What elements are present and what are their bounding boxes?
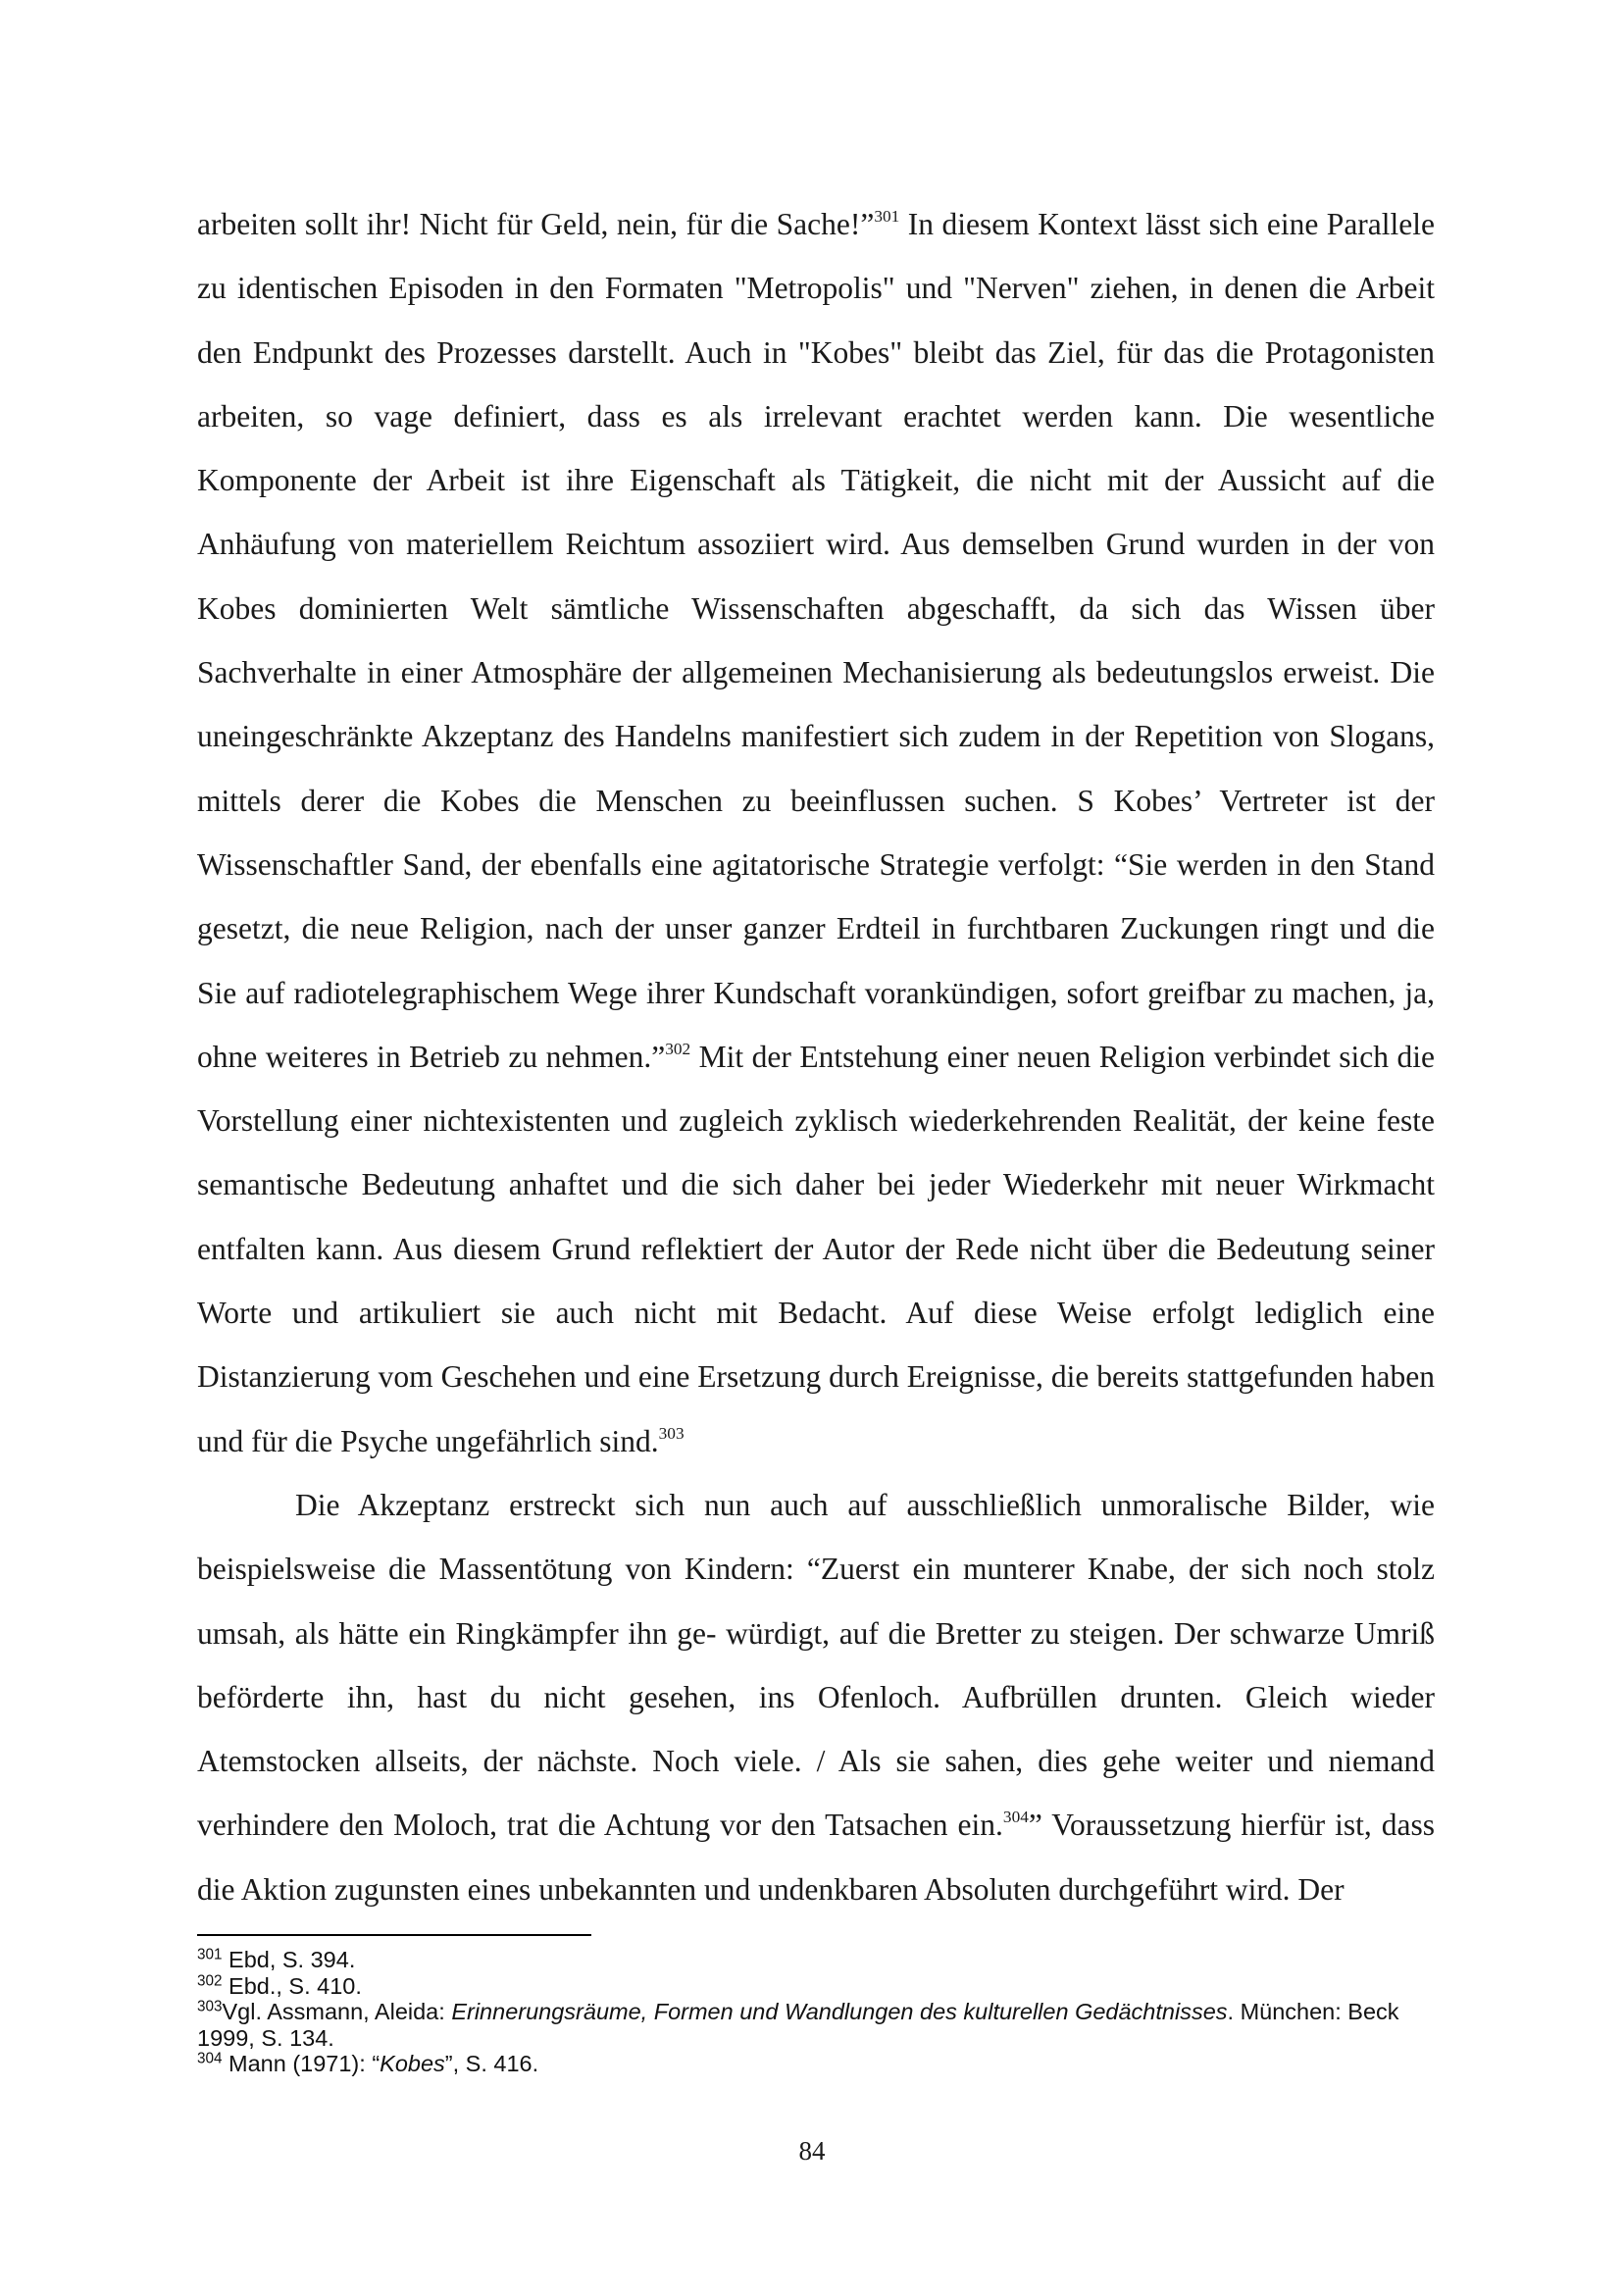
- footnote-304: $^{304}$ Mann (1971): “Kobes”, S. 416.: [197, 2050, 539, 2076]
- footnote-302: $^{302}$ Ebd., S. 410.: [197, 1972, 362, 1999]
- footnote-ref-303[interactable]: 303: [658, 1423, 685, 1443]
- footnote-303: $^{303}$Vgl. Assmann, Aleida: Erinnerungsräume, Formen und Wandlungen des kulturellen Gedächtnisses. München: Beck 1999, S. 134.: [197, 1998, 1399, 2051]
- footnote-number: 303: [197, 1998, 223, 2015]
- footnote-separator: [197, 1934, 591, 1936]
- footnote-number: 301: [197, 1946, 223, 1963]
- paragraph-1: arbeiten sollt ihr! Nicht für Geld, nein, für die Sache!”$^{301}$ In diesem Kontext lässt sich eine Parallele zu identischen Episoden in den Formaten "Metropolis" und "Nerven" ziehen, in denen die Arbeit den Endpunkt des Prozesses darstellt. Auch in "Kobes" bleibt das Ziel, für das die Protagonisten arbeiten, so vage definiert, dass es als irrelevant erachtet werden kann. Die wesentliche Komponente der Arbeit ist ihre Eigenschaft als Tätigkeit, die nicht mit der Aussicht auf die Anhäufung von materiellem Reichtum assoziiert wird. Aus demselben Grund wurden in der von Kobes dominierten Welt sämtliche Wissenschaften abgeschafft, da sich das Wissen über Sachverhalte in einer Atmosphäre der allgemeinen Mechanisierung als bedeutungslos erweist. Die uneingeschränkte Akzeptanz des Handelns manifestiert sich zudem in der Repetition von Slogans, mittels derer die Kobes die Menschen zu beeinflussen suchen. S Kobes’ Vertreter ist der Wissenschaftler Sand, der ebenfalls eine agitatorische Strategie verfolgt: “Sie werden in den Stand gesetzt, die neue Religion, nach der unser ganzer Erdteil in furchtbaren Zuckungen ringt und die Sie auf radiotelegraphischem Wege ihrer Kundschaft vorankündigen, sofort greifbar zu machen, ja, ohne weiteres in Betrieb zu nehmen.”$^{302}$ Mit der Entstehung einer neuen Religion verbindet sich die Vorstellung einer nichtexistenten und zugleich zyklisch wiederkehrenden Realität, der keine feste semantische Bedeutung anhaftet und die sich daher bei jeder Wiederkehr mit neuer Wirkmacht entfalten kann. Aus diesem Grund reflektiert der Autor der Rede nicht über die Bedeutung seiner Worte und artikuliert sie auch nicht mit Bedacht. Auf diese Weise erfolgt lediglich eine Distanzierung vom Geschehen und eine Ersetzung durch Ereignisse, die bereits stattgefunden haben und für die Psyche ungefährlich sind.$^{303}$: [197, 207, 1435, 1458]
- footnote-number: 304: [197, 2050, 223, 2067]
- footnote-number: 302: [197, 1972, 223, 1990]
- body-text: [197, 192, 1435, 1921]
- page-number: 84: [798, 2136, 826, 2166]
- footnote-ref-302[interactable]: 302: [665, 1039, 691, 1058]
- paragraph-2: Die Akzeptanz erstreckt sich nun auch auf ausschließlich unmoralische Bilder, wie beispielsweise die Massentötung von Kindern: “Zuerst ein munterer Knabe, der sich noch stolz umsah, als hätte ein Ringkämpfer ihn ge- würdigt, auf die Bretter zu steigen. Der schwarze Umriß beförderte ihn, hast du nicht gesehen, ins Ofenloch. Aufbrüllen drunten. Gleich wieder Atemstocken allseits, der nächste. Noch viele. / Als sie sahen, dies gehe weiter und niemand verhindere den Moloch, trat die Achtung vor den Tatsachen ein.$^{304}$” Voraussetzung hierfür ist, dass die Aktion zugunsten eines unbekannten und undenkbaren Absoluten durchgeführt wird. Der: [197, 1487, 1435, 1907]
- footnotes: [197, 1947, 1435, 2077]
- footnote-ref-301[interactable]: 301: [874, 207, 900, 227]
- footnote-ref-304[interactable]: 304: [1002, 1808, 1029, 1827]
- cited-title: Kobes: [380, 2051, 445, 2076]
- footnote-301: $^{301}$ Ebd, S. 394.: [197, 1946, 356, 1972]
- cited-title: Erinnerungsräume, Formen und Wandlungen des kulturellen Gedächtnisses: [451, 1999, 1228, 2024]
